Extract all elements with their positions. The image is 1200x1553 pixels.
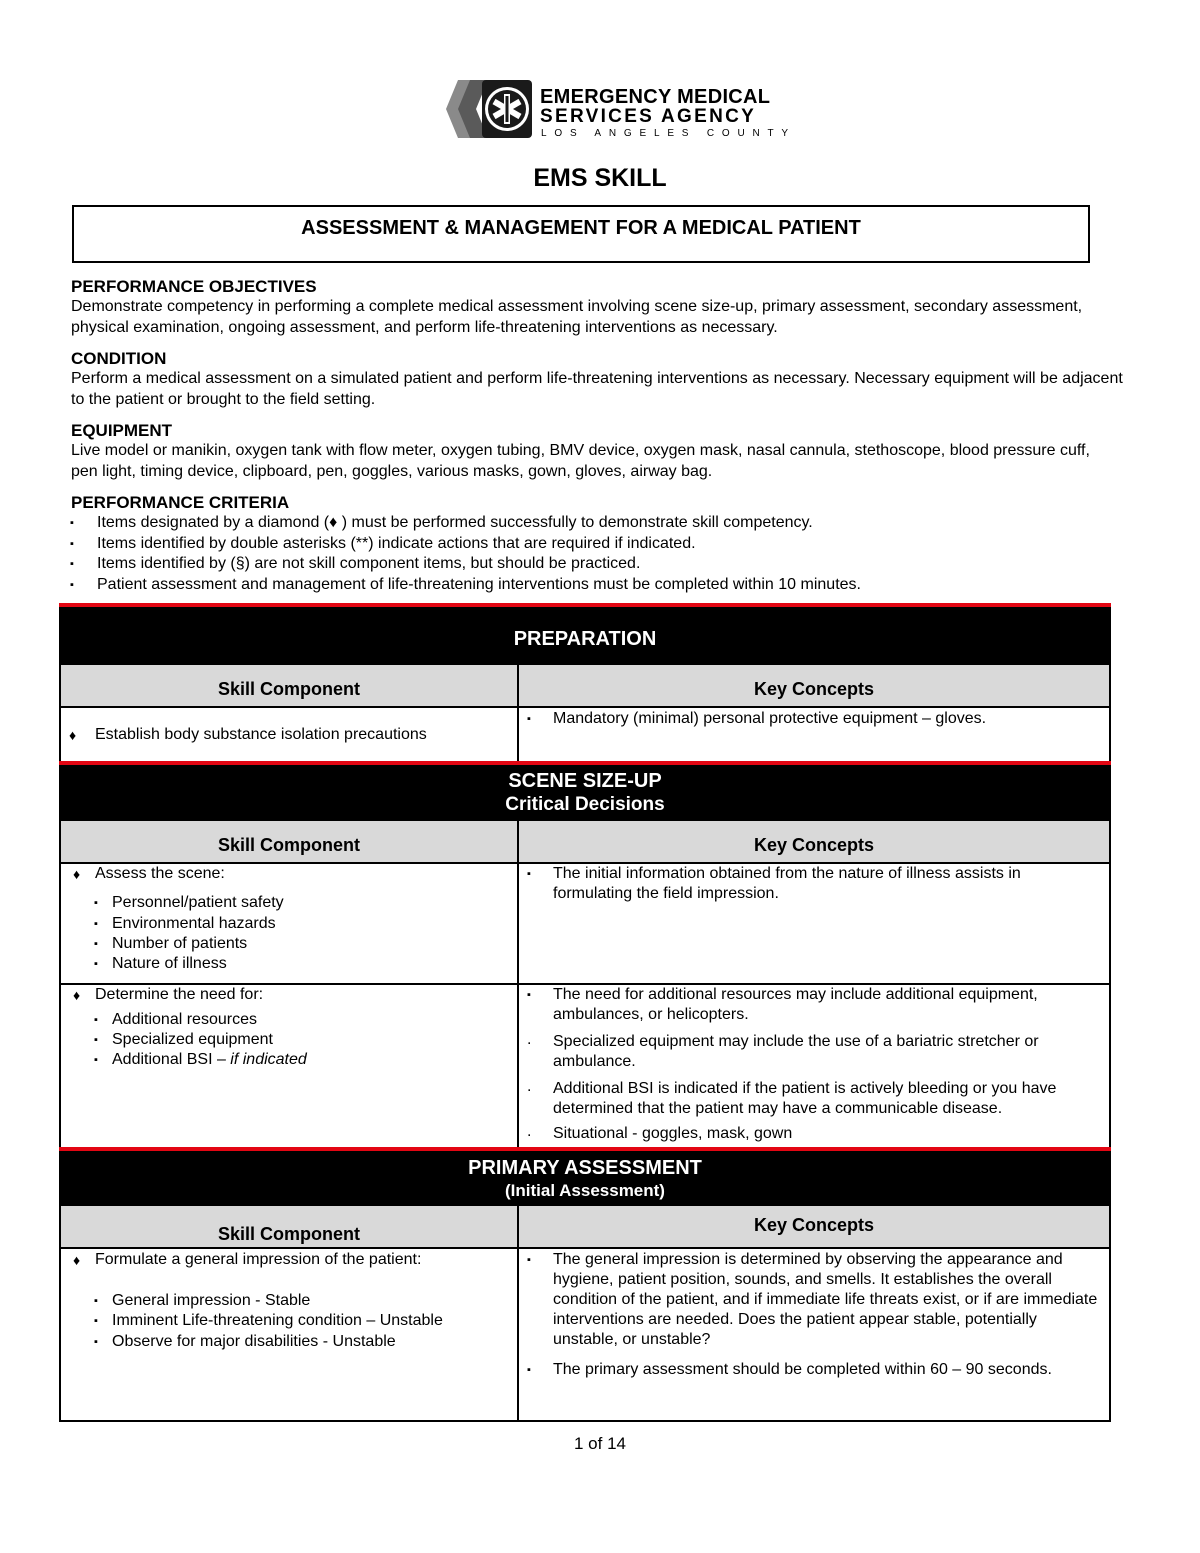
- sub-item: ▪ Environmental hazards: [112, 914, 276, 934]
- diamond-icon: ♦: [73, 1252, 81, 1268]
- page-number: 1 of 14: [574, 1434, 626, 1453]
- criteria-item: ▪ Items identified by double asterisks (**) indicate actions that are required if indicated.: [71, 534, 1121, 555]
- criteria-item: ▪ Items identified by (§) are not skill component items, but should be practiced.: [71, 554, 1121, 575]
- condition-section: [71, 348, 1121, 410]
- key-concept-item: ▪ The need for additional resources may include additional equipment, ambulances, or helicopters.: [553, 985, 1101, 1025]
- key-concept-item: ▪ Mandatory (minimal) personal protective equipment – gloves.: [553, 709, 1101, 729]
- equipment-heading: EQUIPMENT: [71, 421, 173, 440]
- sub-item: [112, 1050, 307, 1070]
- sub-item: ▪ Additional resources: [112, 1010, 257, 1030]
- sub-item-text: Additional BSI –: [112, 1051, 231, 1068]
- objectives-heading: PERFORMANCE OBJECTIVES: [71, 277, 317, 296]
- document-title: EMS SKILL: [533, 164, 667, 192]
- diamond-icon: ♦: [69, 727, 77, 743]
- primary-subtitle: (Initial Assessment): [505, 1181, 665, 1200]
- scene-skill-text-1: Assess the scene:: [95, 865, 225, 882]
- criteria-heading: PERFORMANCE CRITERIA: [71, 493, 290, 512]
- criteria-list: [71, 513, 1121, 595]
- logo-line-3: LOS ANGELES COUNTY: [541, 128, 796, 139]
- preparation-band: [59, 607, 1111, 663]
- star-of-life-icon: [444, 74, 536, 144]
- skill-title-box: [72, 205, 1090, 263]
- prep-skill-text: Establish body substance isolation precautions: [95, 726, 427, 743]
- key-concepts-header: Key Concepts: [517, 663, 1111, 708]
- scene-concepts-cell-2: [517, 983, 1111, 1149]
- key-concept-item: . Additional BSI is indicated if the patient is actively bleeding or you have determined that the patient may have a communicable disease.: [553, 1079, 1101, 1119]
- skills-table: [59, 603, 1111, 1422]
- scene-subtitle: Critical Decisions: [505, 794, 665, 815]
- key-concept-item: . Situational - goggles, mask, gown: [553, 1124, 1101, 1144]
- key-concepts-header: Key Concepts: [517, 1204, 1111, 1249]
- sub-item-italic: if indicated: [230, 1051, 307, 1068]
- primary-skill-text: Formulate a general impression of the patient:: [95, 1251, 422, 1268]
- criteria-item: ▪ Items designated by a diamond (♦ ) must be performed successfully to demonstrate skill competency.: [71, 513, 1121, 534]
- prep-skill-cell: [59, 706, 519, 763]
- primary-band: [59, 1151, 1111, 1204]
- scene-band: [59, 765, 1111, 819]
- preparation-title: PREPARATION: [513, 628, 657, 650]
- objectives-section: [71, 276, 1121, 338]
- prep-concepts-cell: [517, 706, 1111, 763]
- scene-skill-cell-1: [59, 862, 519, 985]
- logo-line-1: EMERGENCY MEDICAL: [540, 86, 771, 108]
- skill-title: ASSESSMENT & MANAGEMENT FOR A MEDICAL PATIENT: [301, 217, 861, 239]
- scene-skill-cell-2: [59, 983, 519, 1149]
- condition-heading: CONDITION: [71, 349, 167, 368]
- objectives-text: Demonstrate competency in performing a complete medical assessment involving scene size-up, primary assessment, secondary assessment, physical examination, ongoing assessment, and perform life-threatening interventions as necessary.: [71, 298, 1083, 336]
- sub-item: ▪ Number of patients: [112, 934, 247, 954]
- key-concept-item: ▪ The initial information obtained from the nature of illness assists in formulating the field impression.: [553, 864, 1101, 904]
- key-concepts-header: Key Concepts: [517, 819, 1111, 864]
- scene-title: SCENE SIZE-UP: [508, 770, 662, 792]
- sub-item: ▪ Specialized equipment: [112, 1030, 273, 1050]
- key-concept-item: ▪ The primary assessment should be completed within 60 – 90 seconds.: [553, 1360, 1101, 1380]
- skill-component-header: Skill Component: [59, 1204, 519, 1249]
- condition-text: Perform a medical assessment on a simulated patient and perform life-threatening interventions as necessary. Necessary equipment will be adjacent to the patient or brought to the field setting.: [71, 370, 1123, 408]
- scene-concepts-cell-1: [517, 862, 1111, 985]
- diamond-icon: ♦: [73, 987, 81, 1003]
- sub-item: ▪ Personnel/patient safety: [112, 893, 284, 913]
- primary-skill-cell: [59, 1247, 519, 1422]
- key-concept-item: . Specialized equipment may include the use of a bariatric stretcher or ambulance.: [553, 1032, 1101, 1072]
- ems-agency-logo: [444, 74, 796, 144]
- skill-component-header: Skill Component: [59, 819, 519, 864]
- diamond-icon: ♦: [73, 866, 81, 882]
- key-concept-item: ▪ The general impression is determined by observing the appearance and hygiene, patient position, sounds, and smells. It establishes the overall condition of the patient, and if immediate life threats exist, or if are immediate interventions are needed. Does the patient appear stable, potentially unstable, or unstable?: [553, 1250, 1101, 1350]
- primary-title: PRIMARY ASSESSMENT: [468, 1157, 702, 1179]
- equipment-text: Live model or manikin, oxygen tank with flow meter, oxygen tubing, BMV device, oxygen mask, nasal cannula, stethoscope, blood pressure cuff, pen light, timing device, clipboard, pen, goggles, various masks, gown, gloves, airway bag.: [71, 442, 1090, 480]
- equipment-section: [71, 420, 1121, 482]
- sub-item: ▪ General impression - Stable: [112, 1291, 310, 1311]
- skill-component-header: Skill Component: [59, 663, 519, 708]
- scene-skill-text-2: Determine the need for:: [95, 986, 264, 1003]
- primary-concepts-cell: [517, 1247, 1111, 1422]
- criteria-item: ▪ Patient assessment and management of life-threatening interventions must be completed within 10 minutes.: [71, 575, 1121, 596]
- sub-item: ▪ Imminent Life-threatening condition – Unstable: [112, 1311, 443, 1331]
- criteria-section: [71, 492, 1121, 595]
- sub-item: ▪ Observe for major disabilities - Unstable: [112, 1332, 396, 1352]
- logo-line-2: SERVICES AGENCY: [540, 106, 757, 127]
- sub-item: ▪ Nature of illness: [112, 954, 227, 974]
